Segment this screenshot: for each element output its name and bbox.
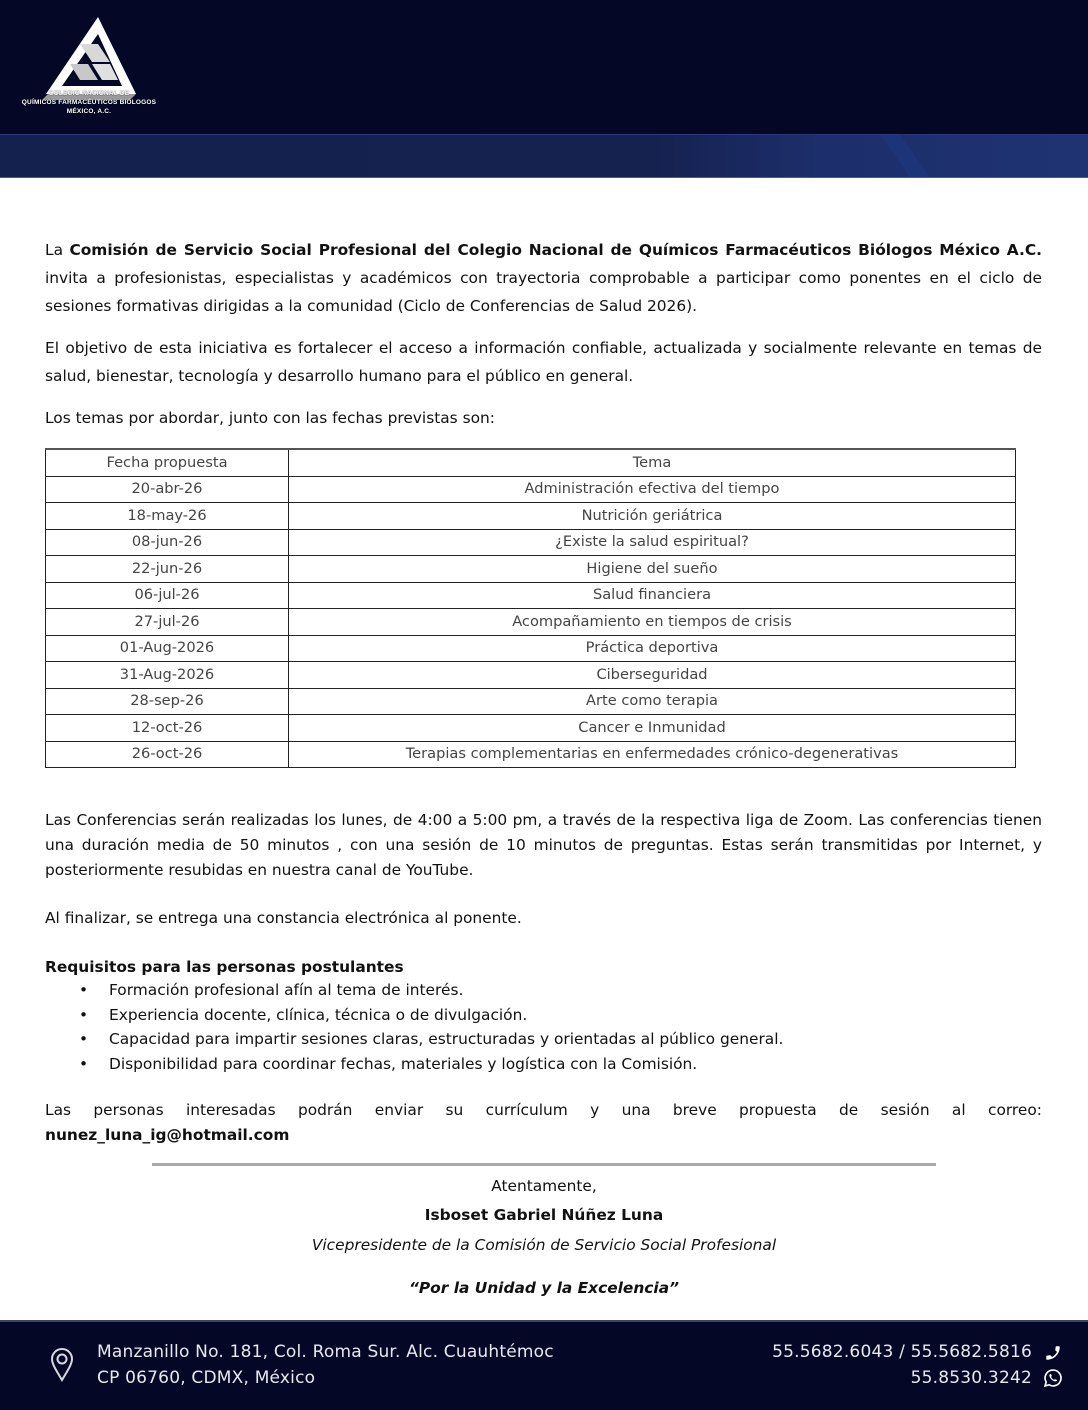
intro-paragraph (45, 236, 1042, 320)
list-item (45, 1052, 1042, 1077)
topic-cell: Práctica deportiva (289, 635, 1016, 662)
table-row (46, 635, 1016, 662)
logo-text-line3: MÉXICO, A.C. (66, 108, 112, 115)
date-cell: 28-sep-26 (46, 688, 289, 715)
intro-prefix: La (45, 241, 70, 259)
column-header-date: Fecha propuesta (46, 449, 289, 476)
table-row (46, 715, 1016, 742)
intro-rest: invita a profesionistas, especialistas y académicos con trayectoria comprobable a participar como ponentes en el ciclo de sesiones formativas dirigidas a la comunidad (Ciclo de Conferencias de Salud 2026). (45, 269, 1042, 315)
table-row (46, 688, 1016, 715)
application-paragraph: Las personas interesadas podrán enviar su currículum y una breve propuesta de sesión al correo: (45, 1101, 1042, 1119)
phone-icon (1044, 1344, 1062, 1362)
topic-cell: Cancer e Inmunidad (289, 715, 1016, 742)
date-cell: 01-Aug-2026 (46, 635, 289, 662)
topic-cell: Terapias complementarias en enfermedades crónico-degenerativas (289, 741, 1016, 768)
letterhead-header (0, 0, 1088, 134)
requirement-text: Formación profesional afín al tema de interés. (109, 981, 464, 999)
list-item (45, 978, 1042, 1003)
topic-cell: Administración efectiva del tiempo (289, 476, 1016, 503)
date-cell: 06-jul-26 (46, 582, 289, 609)
contact-email-link[interactable]: nunez_luna_ig@hotmail.com (45, 1126, 290, 1144)
organization-logo (18, 14, 160, 124)
certificate-paragraph: Al finalizar, se entrega una constancia electrónica al ponente. (45, 909, 522, 927)
bullet-icon: • (79, 1030, 89, 1048)
whatsapp-number: 55.8530.3242 (910, 1368, 1032, 1388)
date-cell: 12-oct-26 (46, 715, 289, 742)
topic-cell: Higiene del sueño (289, 556, 1016, 583)
bullet-icon: • (79, 1005, 89, 1024)
signature-divider (152, 1163, 936, 1166)
date-cell: 31-Aug-2026 (46, 662, 289, 689)
table-row (46, 556, 1016, 583)
date-cell: 18-may-26 (46, 503, 289, 530)
table-row (46, 582, 1016, 609)
header-band (0, 134, 1088, 178)
table-row (46, 476, 1016, 503)
commission-name: Comisión de Servicio Social Profesional del Colegio Nacional de Químicos Farmacéuticos Biólogos México A.C. (69, 241, 1042, 259)
topic-cell: Arte como terapia (289, 688, 1016, 715)
table-row (46, 503, 1016, 530)
motto: “Por la Unidad y la Excelencia” (408, 1279, 680, 1297)
requirements-title: Requisitos para las personas postulantes (45, 958, 404, 976)
bullet-icon: • (79, 1054, 89, 1073)
band-stripe (880, 135, 929, 177)
table-header-row (46, 449, 1016, 476)
topic-cell: Salud financiera (289, 582, 1016, 609)
phone-numbers: 55.5682.6043 / 55.5682.5816 (772, 1342, 1032, 1362)
signatory-name: Isboset Gabriel Núñez Luna (424, 1206, 664, 1224)
requirement-text: Disponibilidad para coordinar fechas, materiales y logística con la Comisión. (109, 1054, 698, 1073)
address-line2: CP 06760, CDMX, México (97, 1368, 316, 1388)
date-cell: 08-jun-26 (46, 529, 289, 556)
topic-cell: Acompañamiento en tiempos de crisis (289, 609, 1016, 636)
column-header-topic: Tema (289, 449, 1016, 476)
location-pin-icon (50, 1348, 74, 1382)
letterhead-footer (0, 1320, 1088, 1410)
logistics-paragraph: Las Conferencias serán realizadas los lunes, de 4:00 a 5:00 pm, a través de la respectiva liga de Zoom. Las conferencias tienen una duración media de 50 minutos , con una sesión de 10 minutos de preguntas. Estas serán transmitidas por Internet, y posteriormente resubidas en nuestra canal de YouTube. (45, 811, 1042, 879)
schedule-table (45, 448, 1016, 768)
topic-cell: Nutrición geriátrica (289, 503, 1016, 530)
date-cell: 27-jul-26 (46, 609, 289, 636)
table-row (46, 741, 1016, 768)
requirement-text: Capacidad para impartir sesiones claras, estructuradas y orientadas al público general. (109, 1030, 784, 1048)
logo-text-line2: QUÍMICOS FARMACÉUTICOS BIÓLOGOS (21, 99, 157, 106)
date-cell: 20-abr-26 (46, 476, 289, 503)
table-row (46, 662, 1016, 689)
list-item (45, 1003, 1042, 1028)
requirements-list (45, 978, 1042, 1076)
logo-text-line1: COLEGIO NACIONAL DE (48, 90, 130, 97)
whatsapp-icon (1043, 1368, 1063, 1388)
bullet-icon: • (79, 981, 89, 999)
topics-intro: Los temas por abordar, junto con las fechas previstas son: (45, 409, 495, 427)
table-row (46, 529, 1016, 556)
address-line1: Manzanillo No. 181, Col. Roma Sur. Alc. Cuauhtémoc (97, 1342, 554, 1362)
table-row (46, 609, 1016, 636)
objective-paragraph: El objetivo de esta iniciativa es fortalecer el acceso a información confiable, actualizada y socialmente relevante en temas de salud, bienestar, tecnología y desarrollo humano para el público en general. (45, 339, 1042, 385)
closing-text: Atentamente, (491, 1177, 597, 1195)
topic-cell: ¿Existe la salud espiritual? (289, 529, 1016, 556)
requirement-text: Experiencia docente, clínica, técnica o de divulgación. (109, 1005, 528, 1024)
signatory-title: Vicepresidente de la Comisión de Servicio Social Profesional (311, 1236, 777, 1254)
date-cell: 22-jun-26 (46, 556, 289, 583)
topic-cell: Ciberseguridad (289, 662, 1016, 689)
date-cell: 26-oct-26 (46, 741, 289, 768)
list-item (45, 1027, 1042, 1052)
